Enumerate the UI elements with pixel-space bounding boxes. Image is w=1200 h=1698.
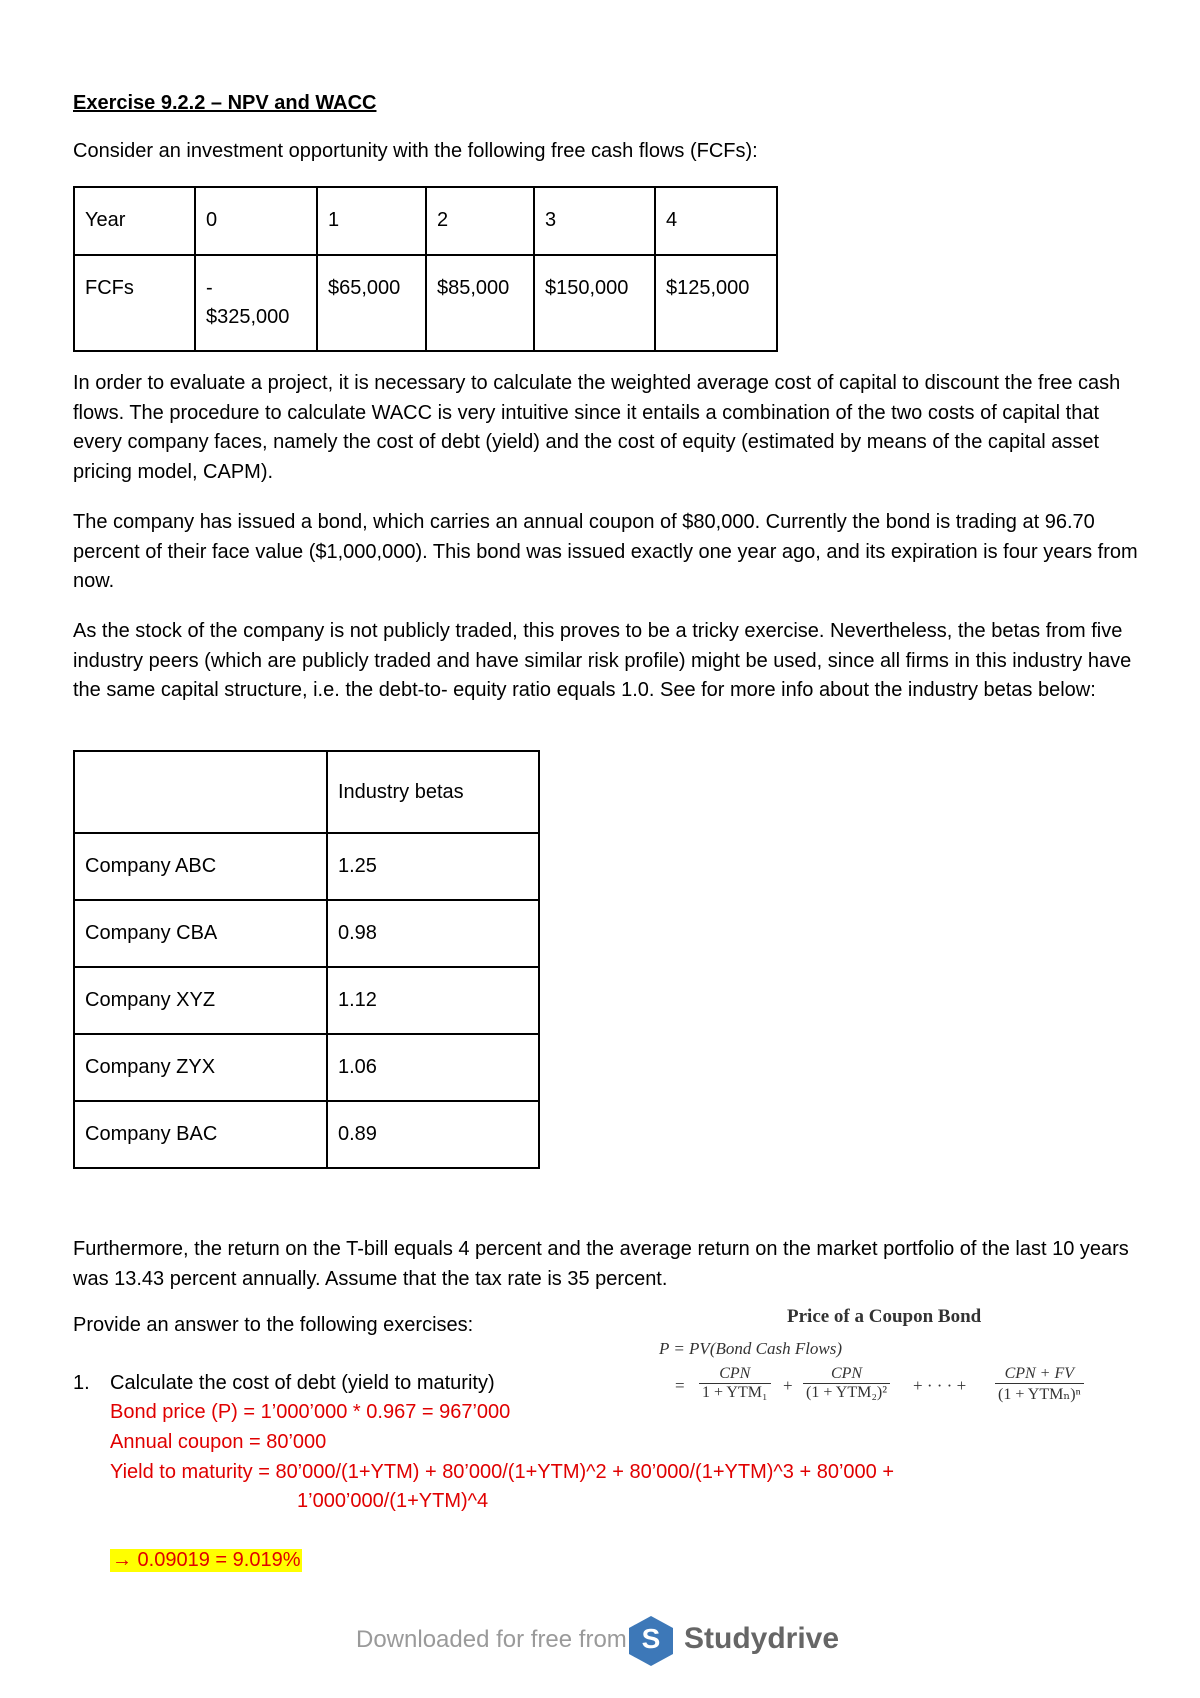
fraction-term-n xyxy=(995,1365,1084,1404)
company-name: Company ABC xyxy=(74,833,327,900)
company-name: Company XYZ xyxy=(74,967,327,1034)
fcf-label: FCFs xyxy=(74,255,195,351)
ytm-line-2: 1’000’000/(1+YTM)^4 xyxy=(297,1490,489,1512)
fcf-cell: - $325,000 xyxy=(195,255,317,351)
formula-line: P = PV(Bond Cash Flows) xyxy=(659,1339,843,1358)
company-name: Company BAC xyxy=(74,1101,327,1168)
beta-header: Industry betas xyxy=(327,751,539,833)
studydrive-footer[interactable] xyxy=(356,1614,856,1670)
fcf-cell: $85,000 xyxy=(426,255,534,351)
fcf-cell: $150,000 xyxy=(534,255,655,351)
brand-name: Studydrive xyxy=(684,1622,840,1655)
year-cell: 2 xyxy=(426,187,534,255)
denominator: (1 + YTM₂)² xyxy=(806,1384,888,1401)
table-row xyxy=(74,967,539,1034)
beta-value: 1.12 xyxy=(327,967,539,1034)
bond-price-line: Bond price (P) = 1’000’000 * 0.967 = 967’000 xyxy=(110,1401,511,1423)
table-row xyxy=(74,900,539,967)
beta-value: 1.25 xyxy=(327,833,539,900)
numerator: CPN + FV xyxy=(995,1365,1084,1384)
beta-value: 0.89 xyxy=(327,1101,539,1168)
beta-paragraph: As the stock of the company is not publicly traded, this proves to be a tricky exercise. Nevertheless, the betas from five industry peers (which are publicly traded and have similar risk profile) might be used, since all firms in this industry have the same capital structure, i.e. the debt-to- equity ratio equals 1.0. See for more info about the industry betas below: xyxy=(73,620,1132,701)
intro-text: Consider an investment opportunity with the following free cash flows (FCFs): xyxy=(73,140,758,162)
formula-plus: + xyxy=(783,1376,793,1395)
annual-coupon-line: Annual coupon = 80’000 xyxy=(110,1431,327,1453)
exercise-title: Exercise 9.2.2 – NPV and WACC xyxy=(73,92,377,114)
studydrive-logo-icon xyxy=(624,1614,678,1668)
fraction-term-2 xyxy=(803,1365,890,1402)
year-label: Year xyxy=(74,187,195,255)
fraction-term-1 xyxy=(699,1365,771,1402)
formula-title: Price of a Coupon Bond xyxy=(787,1306,982,1327)
instructions-text: Provide an answer to the following exercises: xyxy=(73,1314,474,1336)
table-row xyxy=(74,1034,539,1101)
formula-eq: = xyxy=(675,1376,685,1395)
tbill-paragraph: Furthermore, the return on the T-bill equals 4 percent and the average return on the market portfolio of the last 10 years was 13.43 percent annually. Assume that the tax rate is 35 percent. xyxy=(73,1238,1129,1290)
answer-highlight: → 0.09019 = 9.019% xyxy=(112,1549,301,1571)
table-row xyxy=(74,833,539,900)
fcf-cell: $65,000 xyxy=(317,255,426,351)
question-number: 1. xyxy=(73,1372,90,1394)
numerator: CPN xyxy=(803,1365,890,1384)
company-name: Company CBA xyxy=(74,900,327,967)
denominator: (1 + YTMₙ)ⁿ xyxy=(998,1386,1081,1403)
table-row xyxy=(74,1101,539,1168)
ytm-line-1: Yield to maturity = 80’000/(1+YTM) + 80’000/(1+YTM)^2 + 80’000/(1+YTM)^3 + 80’000 + xyxy=(110,1461,894,1483)
fcf-row xyxy=(74,255,777,351)
footer-text: Downloaded for free from xyxy=(356,1626,627,1653)
year-cell: 3 xyxy=(534,187,655,255)
fcf-cell: $125,000 xyxy=(655,255,777,351)
beta-header-row xyxy=(74,751,539,833)
numerator: CPN xyxy=(699,1365,771,1384)
beta-value: 1.06 xyxy=(327,1034,539,1101)
question-text: Calculate the cost of debt (yield to maturity) xyxy=(110,1372,495,1394)
year-cell: 0 xyxy=(195,187,317,255)
year-row xyxy=(74,187,777,255)
coupon-bond-formula xyxy=(655,1306,1115,1436)
formula-dots: + · · · + xyxy=(913,1376,967,1395)
beta-table xyxy=(73,750,540,1169)
bond-paragraph: The company has issued a bond, which carries an annual coupon of $80,000. Currently the bond is trading at 96.70 percent of their face value ($1,000,000). This bond was issued exactly one year ago, and its expiration is four years from now. xyxy=(73,511,1138,592)
empty-header-cell xyxy=(74,751,327,833)
beta-value: 0.98 xyxy=(327,900,539,967)
logo-letter: S xyxy=(641,1623,661,1654)
fcf-table xyxy=(73,186,778,352)
wacc-paragraph: In order to evaluate a project, it is necessary to calculate the weighted average cost of capital to discount the free cash flows. The procedure to calculate WACC is very intuitive since it entails a combination of the two costs of capital that every company faces, namely the cost of debt (yield) and the cost of equity (estimated by means of the capital asset pricing model, CAPM). xyxy=(73,372,1121,483)
year-cell: 1 xyxy=(317,187,426,255)
year-cell: 4 xyxy=(655,187,777,255)
denominator: 1 + YTM₁ xyxy=(702,1384,768,1401)
company-name: Company ZYX xyxy=(74,1034,327,1101)
